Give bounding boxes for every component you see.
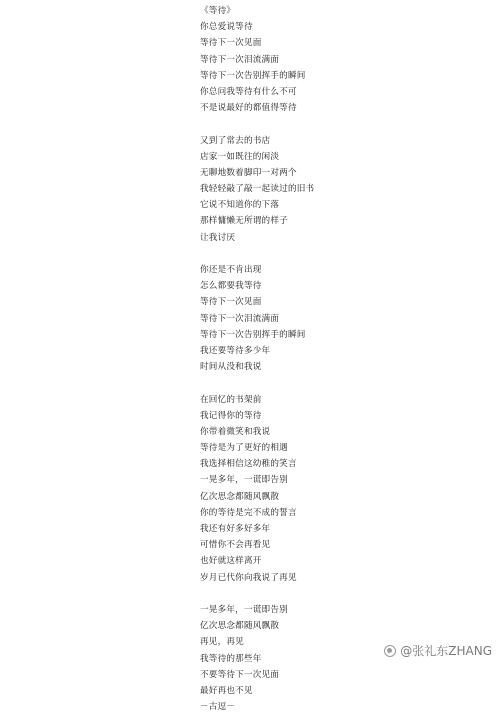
stanza-gap	[200, 586, 490, 602]
lyric-line: 你总问我等待有什么不可	[200, 86, 297, 97]
lyric-line: 你带着微笑和我说	[200, 426, 271, 437]
song-title: 《等待》	[200, 6, 236, 16]
lyric-line: 我还有好多好多年	[200, 524, 271, 534]
lyric-line: 又到了常去的书店	[200, 135, 271, 146]
stanza-gap	[200, 116, 490, 132]
lyric-line: 等待是为了更好的相遇	[200, 443, 288, 454]
stanza	[200, 3, 490, 116]
lyric-line: 时间从没和我说	[200, 362, 262, 373]
stanza	[200, 133, 490, 246]
watermark-text: @张礼东ZHANG	[400, 644, 492, 658]
weibo-logo-icon	[384, 645, 396, 657]
lyric-line: 等待下一次泪流满面	[200, 54, 280, 65]
stanza	[200, 392, 490, 586]
lyric-line: 你的等待是完不成的誓言	[200, 507, 297, 518]
lyric-line: 亿次思念都随风飘散	[200, 491, 280, 502]
lyric-line: 我选择相信这幼稚的笑言	[200, 459, 297, 470]
lyric-line: 等待下一次泪流满面	[200, 313, 280, 324]
lyric-line: 不要等待下一次见面	[200, 669, 280, 680]
lyric-line: 亿次思念都随风飘散	[200, 621, 280, 632]
lyric-line: 你还是不肯出现	[200, 265, 262, 275]
lyric-line: 我等待的那些年	[200, 653, 262, 664]
lyric-line: －古逗－	[200, 702, 236, 713]
lyric-line: 让我讨厌	[200, 232, 236, 243]
lyric-line: 在回忆的书架前	[200, 394, 262, 405]
lyric-line: 一晃多年，一谎即告别	[200, 604, 288, 615]
lyric-line: 我轻轻敲了敲一起读过的旧书	[200, 184, 315, 195]
stanza	[200, 262, 490, 375]
lyric-line: 那样慵懒无所谓的样子	[200, 216, 288, 227]
lyric-line: 一晃多年，一谎即告别	[200, 475, 288, 486]
lyric-line: 不是说最好的都值得等待	[200, 103, 297, 114]
lyric-line: 你总爱说等待	[200, 22, 253, 33]
lyric-line: 店家一如既往的闲淡	[200, 151, 280, 162]
lyric-line: 等待下一次告别挥手的瞬间	[200, 70, 306, 81]
lyric-line: 我还要等待多少年	[200, 345, 271, 356]
stanza-gap	[200, 246, 490, 262]
lyric-line: 它说不知道你的下落	[200, 200, 280, 211]
lyric-line: 最好再也不见	[200, 685, 253, 696]
lyric-line: 等待下一次见面	[200, 38, 262, 49]
watermark	[384, 642, 492, 659]
lyric-line: 等待下一次见面	[200, 297, 262, 308]
lyric-line: 可惜你不会再看见	[200, 540, 271, 551]
stanza-gap	[200, 375, 490, 391]
lyric-line: 无聊地数着脚印一对两个	[200, 167, 297, 178]
lyric-line: 我记得你的等待	[200, 410, 262, 421]
lyric-line: 岁月已代你向我说了再见	[200, 572, 297, 583]
lyric-line: 等待下一次告别挥手的瞬间	[200, 329, 306, 340]
lyric-line: 也好就这样离开	[200, 556, 262, 567]
lyrics-document	[200, 3, 490, 715]
lyric-line: 怎么都要我等待	[200, 281, 262, 292]
lyric-line: 再见，再见	[200, 637, 244, 648]
